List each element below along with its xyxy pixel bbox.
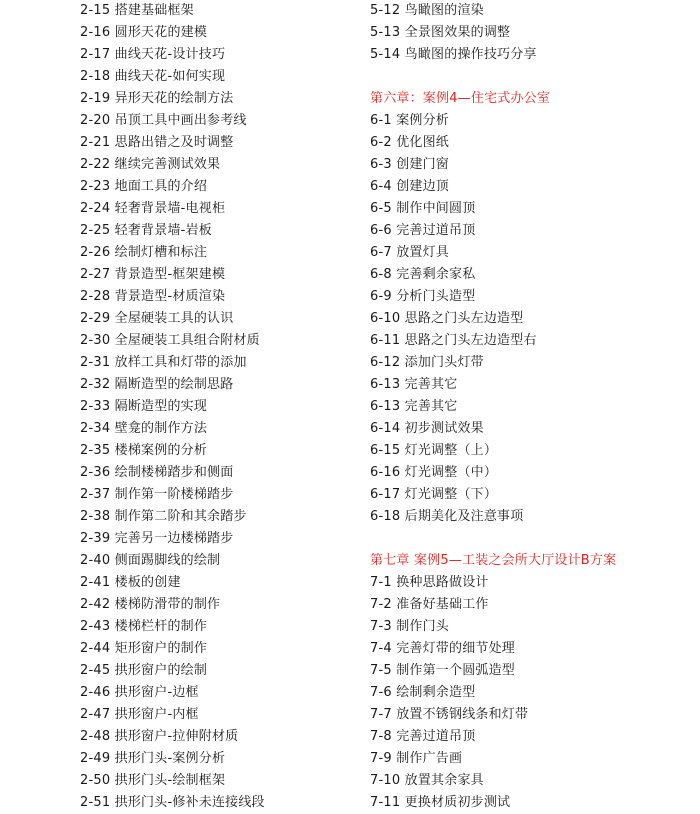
- right-column: [370, 0, 690, 814]
- toc-entry-number: 7-2: [370, 597, 392, 612]
- toc-entry-number: 2-43: [80, 619, 111, 634]
- toc-entry-number: 6-3: [370, 157, 392, 172]
- toc-entry-number: 6-13: [370, 399, 401, 414]
- toc-entry-number: 7-6: [370, 685, 392, 700]
- toc-entry: [370, 286, 690, 308]
- toc-entry-title: 换种思路做设计: [396, 575, 489, 590]
- toc-entry: [370, 770, 690, 792]
- toc-entry-number: 6-6: [370, 223, 392, 238]
- toc-entry-title: 轻奢背景墙-岩板: [114, 223, 212, 238]
- toc-entry: [370, 506, 690, 528]
- toc-entry-number: 2-33: [80, 399, 111, 414]
- toc-entry-title: 全屋硬装工具的认识: [114, 311, 234, 326]
- toc-entry: [370, 110, 690, 132]
- toc-entry-number: 2-22: [80, 157, 111, 172]
- toc-entry: [80, 198, 360, 220]
- section-gap: [370, 528, 690, 550]
- toc-entry-number: 2-45: [80, 663, 111, 678]
- toc-entry-number: 6-14: [370, 421, 401, 436]
- toc-entry-number: 2-17: [80, 47, 111, 62]
- toc-entry: [370, 352, 690, 374]
- toc-entry-number: 2-21: [80, 135, 111, 150]
- toc-entry-title: 曲线天花-设计技巧: [114, 47, 226, 62]
- toc-entry-number: 7-11: [370, 795, 401, 810]
- toc-entry-number: 6-1: [370, 113, 392, 128]
- toc-entry-number: 2-46: [80, 685, 111, 700]
- toc-entry-number: 6-9: [370, 289, 392, 304]
- toc-entry-title: 灯光调整（上）: [404, 443, 498, 458]
- toc-entry-number: 6-18: [370, 509, 401, 524]
- toc-entry-number: 7-10: [370, 773, 401, 788]
- toc-entry-title: 初步测试效果: [404, 421, 484, 436]
- toc-entry: [80, 88, 360, 110]
- toc-entry-number: 2-16: [80, 25, 111, 40]
- toc-entry: [80, 506, 360, 528]
- toc-entry-title: 思路之门头左边造型右: [404, 333, 537, 348]
- chapter6-list: [370, 110, 690, 528]
- toc-entry: [370, 638, 690, 660]
- toc-entry-title: 制作第二阶和其余踏步: [114, 509, 247, 524]
- toc-entry-title: 制作第一阶楼梯踏步: [114, 487, 234, 502]
- toc-entry-number: 5-12: [370, 3, 401, 18]
- toc-entry: [370, 418, 690, 440]
- toc-entry-number: 2-35: [80, 443, 111, 458]
- toc-entry: [80, 154, 360, 176]
- toc-entry-title: 全景图效果的调整: [404, 25, 511, 40]
- toc-entry: [370, 440, 690, 462]
- toc-entry-number: 6-5: [370, 201, 392, 216]
- toc-entry: [370, 264, 690, 286]
- toc-entry: [80, 0, 360, 22]
- toc-entry-number: 7-4: [370, 641, 392, 656]
- toc-entry-title: 完善过道吊顶: [396, 729, 476, 744]
- toc-entry-title: 完善其它: [404, 377, 458, 392]
- toc-entry-number: 6-10: [370, 311, 401, 326]
- toc-entry: [80, 132, 360, 154]
- toc-entry: [80, 616, 360, 638]
- toc-entry: [80, 682, 360, 704]
- toc-entry-number: 6-2: [370, 135, 392, 150]
- toc-entry-title: 背景造型-框架建模: [114, 267, 226, 282]
- toc-entry-number: 2-40: [80, 553, 111, 568]
- toc-entry-title: 完善剩余家私: [396, 267, 476, 282]
- toc-entry-title: 拱形门头-案例分析: [114, 751, 226, 766]
- toc-entry-number: 2-30: [80, 333, 111, 348]
- toc-entry-number: 2-38: [80, 509, 111, 524]
- toc-entry-title: 绘制楼梯踏步和侧面: [114, 465, 234, 480]
- toc-entry-number: 2-47: [80, 707, 111, 722]
- toc-entry-title: 轻奢背景墙-电视柜: [114, 201, 226, 216]
- toc-entry: [80, 594, 360, 616]
- toc-entry: [370, 308, 690, 330]
- left-column: [80, 0, 360, 814]
- toc-entry: [80, 242, 360, 264]
- toc-entry: [370, 176, 690, 198]
- toc-entry-number: 7-7: [370, 707, 392, 722]
- toc-entry: [370, 726, 690, 748]
- toc-entry-number: 2-37: [80, 487, 111, 502]
- toc-entry-number: 2-32: [80, 377, 111, 392]
- chapter7-list: [370, 572, 690, 814]
- toc-entry: [370, 330, 690, 352]
- toc-entry-title: 曲线天花-如何实现: [114, 69, 226, 84]
- toc-entry-number: 6-4: [370, 179, 392, 194]
- toc-entry-number: 2-44: [80, 641, 111, 656]
- toc-entry: [370, 660, 690, 682]
- toc-entry-title: 制作中间圆顶: [396, 201, 476, 216]
- toc-entry-title: 优化图纸: [396, 135, 449, 150]
- toc-entry: [370, 792, 690, 814]
- toc-entry: [370, 704, 690, 726]
- toc-entry-number: 2-39: [80, 531, 111, 546]
- toc-entry: [370, 44, 690, 66]
- toc-entry-title: 更换材质初步测试: [404, 795, 511, 810]
- toc-entry-number: 2-51: [80, 795, 111, 810]
- toc-entry-title: 地面工具的介绍: [114, 179, 208, 194]
- toc-entry: [370, 198, 690, 220]
- toc-entry: [370, 242, 690, 264]
- toc-entry-title: 绘制剩余造型: [396, 685, 476, 700]
- toc-entry: [80, 264, 360, 286]
- toc-entry-title: 全屋硬装工具组合附材质: [114, 333, 260, 348]
- toc-entry: [370, 132, 690, 154]
- toc-entry-number: 2-34: [80, 421, 111, 436]
- toc-entry: [80, 22, 360, 44]
- toc-entry-title: 灯光调整（中）: [404, 465, 498, 480]
- toc-entry-title: 拱形门头-修补未连接线段: [114, 795, 265, 810]
- toc-entry-title: 完善过道吊顶: [396, 223, 476, 238]
- toc-entry-title: 拱形窗户-拉伸附材质: [114, 729, 239, 744]
- toc-entry: [370, 22, 690, 44]
- toc-entry: [80, 748, 360, 770]
- toc-entry: [80, 726, 360, 748]
- toc-entry-title: 鸟瞰图的操作技巧分享: [404, 47, 537, 62]
- toc-entry-title: 案例分析: [396, 113, 449, 128]
- toc-entry: [370, 154, 690, 176]
- toc-entry-title: 创建门窗: [396, 157, 449, 172]
- toc-entry-title: 搭建基础框架: [114, 3, 194, 18]
- toc-entry-title: 圆形天花的建模: [114, 25, 208, 40]
- toc-entry: [80, 660, 360, 682]
- toc-entry-title: 制作第一个圆弧造型: [396, 663, 515, 678]
- toc-entry-title: 制作门头: [396, 619, 449, 634]
- toc-entry-number: 6-15: [370, 443, 401, 458]
- toc-entry: [80, 374, 360, 396]
- toc-entry: [370, 484, 690, 506]
- toc-entry-title: 思路出错之及时调整: [114, 135, 234, 150]
- toc-entry: [80, 110, 360, 132]
- toc-entry: [80, 484, 360, 506]
- toc-entry: [370, 396, 690, 418]
- toc-entry-title: 楼梯防滑带的制作: [114, 597, 221, 612]
- toc-entry-number: 2-50: [80, 773, 111, 788]
- toc-entry-number: 5-13: [370, 25, 401, 40]
- toc-entry: [80, 462, 360, 484]
- toc-entry-number: 2-26: [80, 245, 111, 260]
- toc-entry-number: 2-15: [80, 3, 111, 18]
- toc-entry: [80, 176, 360, 198]
- toc-entry-title: 绘制灯槽和标注: [114, 245, 208, 260]
- chapter5-tail-list: [370, 0, 690, 66]
- toc-entry: [80, 638, 360, 660]
- toc-entry-number: 2-29: [80, 311, 111, 326]
- toc-entry-title: 矩形窗户的制作: [114, 641, 208, 656]
- toc-entry-number: 6-13: [370, 377, 401, 392]
- chapter7-heading: 第七章 案例5—工装之会所大厅设计B方案: [370, 553, 617, 568]
- toc-entry-title: 放样工具和灯带的添加: [114, 355, 247, 370]
- toc-entry-number: 6-8: [370, 267, 392, 282]
- toc-entry-title: 楼板的创建: [114, 575, 181, 590]
- toc-entry-number: 2-41: [80, 575, 111, 590]
- toc-entry: [370, 682, 690, 704]
- toc-entry-title: 鸟瞰图的渲染: [404, 3, 484, 18]
- toc-entry-number: 2-48: [80, 729, 111, 744]
- toc-entry: [80, 550, 360, 572]
- toc-entry-number: 2-36: [80, 465, 111, 480]
- toc-entry-title: 分析门头造型: [396, 289, 476, 304]
- toc-entry-number: 2-31: [80, 355, 111, 370]
- toc-entry: [370, 572, 690, 594]
- toc-entry-title: 拱形窗户的绘制: [114, 663, 208, 678]
- toc-entry: [370, 616, 690, 638]
- toc-entry-title: 添加门头灯带: [404, 355, 484, 370]
- toc-entry: [80, 418, 360, 440]
- toc-entry: [80, 352, 360, 374]
- toc-entry-number: 6-17: [370, 487, 401, 502]
- toc-entry: [370, 462, 690, 484]
- chapter6-heading: 第六章：案例4—住宅式办公室: [370, 91, 551, 106]
- toc-entry-title: 隔断造型的实现: [114, 399, 208, 414]
- toc-entry-number: 2-49: [80, 751, 111, 766]
- toc-entry-title: 准备好基础工作: [396, 597, 489, 612]
- toc-entry: [80, 792, 360, 814]
- toc-entry: [370, 594, 690, 616]
- toc-entry-title: 隔断造型的绘制思路: [114, 377, 234, 392]
- toc-entry-title: 放置不锈钢线条和灯带: [396, 707, 529, 722]
- toc-entry-title: 制作广告画: [396, 751, 463, 766]
- toc-entry-title: 楼梯栏杆的制作: [114, 619, 208, 634]
- toc-entry-number: 2-20: [80, 113, 111, 128]
- toc-entry-title: 吊顶工具中画出参考线: [114, 113, 247, 128]
- toc-entry-number: 2-28: [80, 289, 111, 304]
- toc-entry-number: 6-11: [370, 333, 401, 348]
- toc-entry-number: 6-7: [370, 245, 392, 260]
- toc-entry: [80, 396, 360, 418]
- toc-entry-number: 2-27: [80, 267, 111, 282]
- toc-entry-title: 创建边顶: [396, 179, 449, 194]
- toc-entry: [80, 770, 360, 792]
- toc-entry-number: 7-8: [370, 729, 392, 744]
- toc-entry-number: 7-9: [370, 751, 392, 766]
- toc-entry: [370, 374, 690, 396]
- toc-entry: [80, 330, 360, 352]
- toc-entry-title: 放置灯具: [396, 245, 449, 260]
- toc-entry-number: 6-12: [370, 355, 401, 370]
- toc-entry-number: 6-16: [370, 465, 401, 480]
- section-gap: [370, 66, 690, 88]
- toc-entry-title: 侧面踢脚线的绘制: [114, 553, 221, 568]
- toc-entry-title: 拱形窗户-内框: [114, 707, 199, 722]
- toc-entry: [370, 748, 690, 770]
- toc-entry-title: 完善灯带的细节处理: [396, 641, 515, 656]
- toc-entry-title: 后期美化及注意事项: [404, 509, 524, 524]
- toc-entry-title: 完善另一边楼梯踏步: [114, 531, 234, 546]
- toc-entry: [80, 572, 360, 594]
- toc-entry-title: 思路之门头左边造型: [404, 311, 524, 326]
- toc-entry: [80, 440, 360, 462]
- toc-entry-number: 2-23: [80, 179, 111, 194]
- toc-entry-number: 2-25: [80, 223, 111, 238]
- toc-entry-title: 背景造型-材质渲染: [114, 289, 226, 304]
- toc-entry-number: 7-1: [370, 575, 392, 590]
- toc-entry-number: 2-42: [80, 597, 111, 612]
- toc-entry: [370, 220, 690, 242]
- toc-entry: [80, 44, 360, 66]
- toc-entry: [80, 66, 360, 88]
- toc-entry-title: 放置其余家具: [404, 773, 484, 788]
- toc-entry-number: 2-19: [80, 91, 111, 106]
- toc-entry-title: 灯光调整（下）: [404, 487, 498, 502]
- toc-entry-title: 拱形窗户-边框: [114, 685, 199, 700]
- toc-entry-number: 5-14: [370, 47, 401, 62]
- toc-entry-number: 2-24: [80, 201, 111, 216]
- toc-entry-title: 拱形门头-绘制框架: [114, 773, 226, 788]
- toc-entry-number: 7-3: [370, 619, 392, 634]
- toc-entry: [370, 0, 690, 22]
- toc-entry: [80, 704, 360, 726]
- toc-entry-title: 异形天花的绘制方法: [114, 91, 234, 106]
- toc-entry: [80, 528, 360, 550]
- toc-entry: [80, 220, 360, 242]
- toc-entry: [80, 286, 360, 308]
- toc-entry-number: 2-18: [80, 69, 111, 84]
- toc-entry-title: 完善其它: [404, 399, 458, 414]
- toc-entry: [80, 308, 360, 330]
- toc-entry-title: 楼梯案例的分析: [114, 443, 208, 458]
- toc-entry-title: 继续完善测试效果: [114, 157, 221, 172]
- toc-entry-title: 壁龛的制作方法: [114, 421, 208, 436]
- toc-entry-number: 7-5: [370, 663, 392, 678]
